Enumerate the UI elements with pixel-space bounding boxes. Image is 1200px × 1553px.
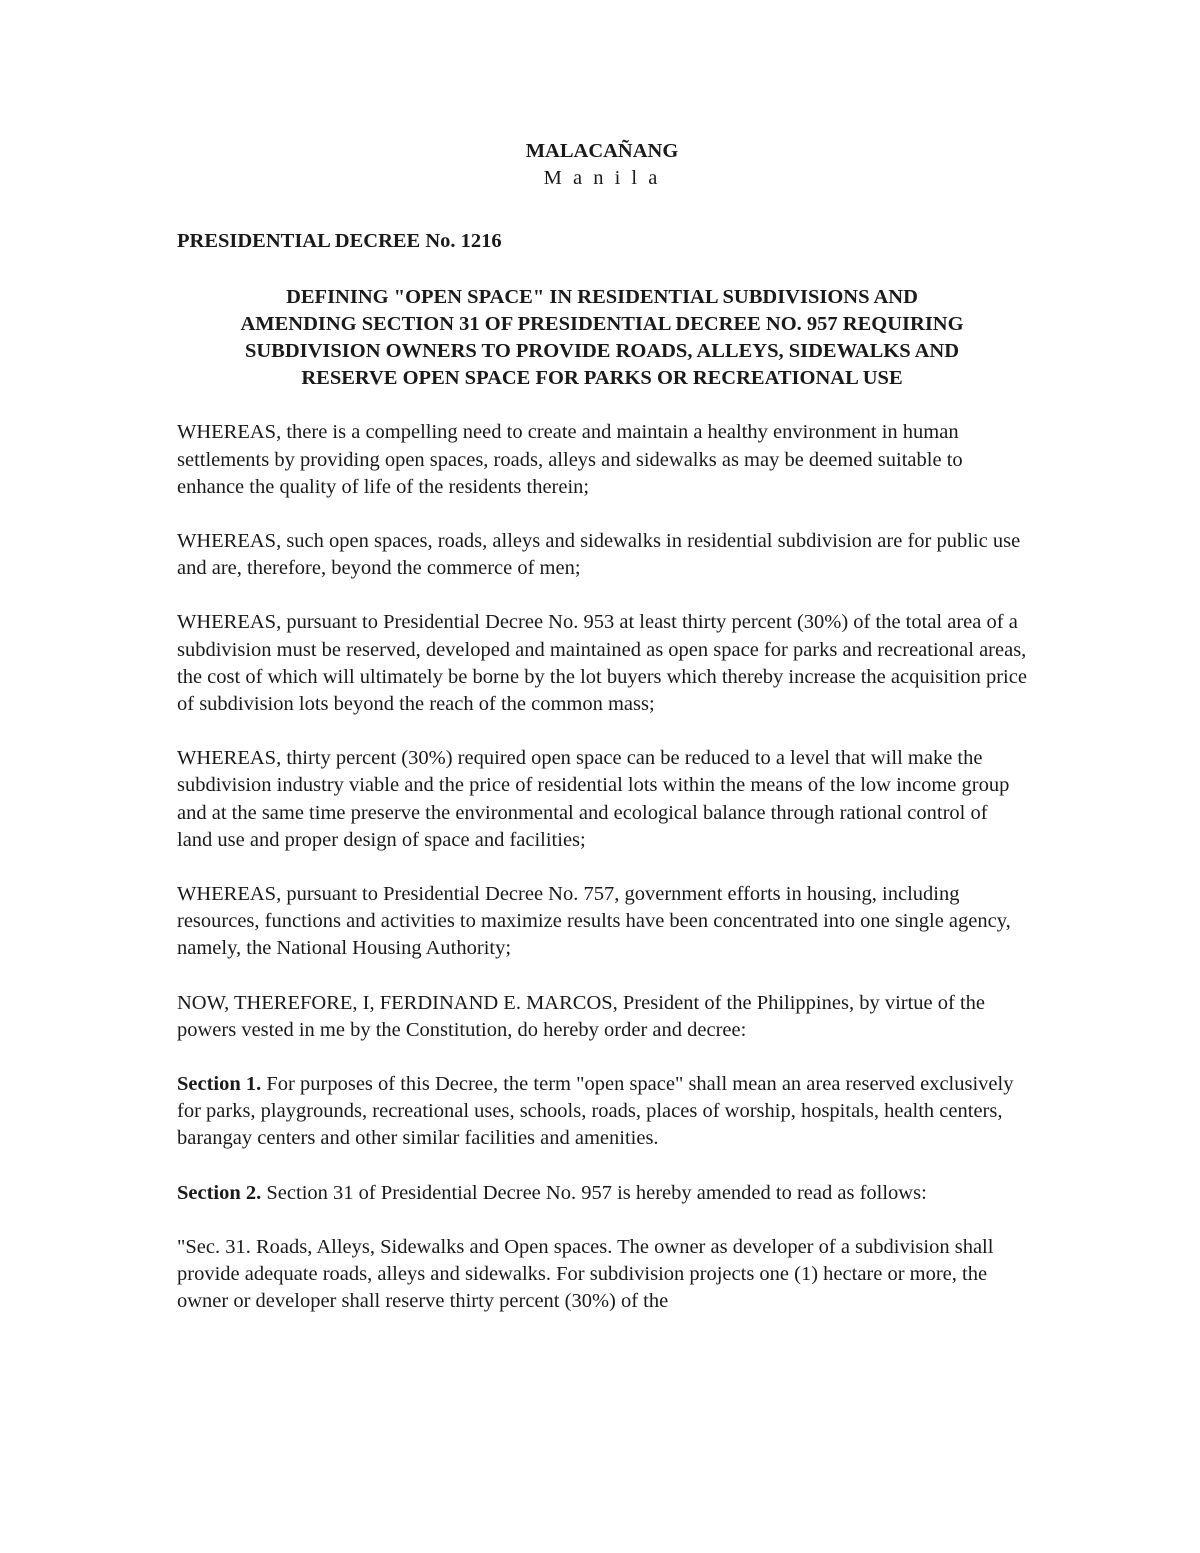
title-line: AMENDING SECTION 31 OF PRESIDENTIAL DECREE NO. 957 REQUIRING	[240, 312, 964, 335]
section-2	[177, 1180, 1027, 1207]
decree-number: PRESIDENTIAL DECREE No. 1216	[177, 230, 502, 253]
section-label: Section 1.	[177, 1073, 262, 1096]
title-line: DEFINING "OPEN SPACE" IN RESIDENTIAL SUBDIVISIONS AND	[286, 285, 918, 308]
whereas-clause: WHEREAS, thirty percent (30%) required open space can be reduced to a level that will make the subdivision industry viable and the price of residential lots within the means of the low income group and at the same time preserve the environmental and ecological balance through rational control of land use and proper design of space and facilities;	[177, 747, 1010, 851]
whereas-clause: WHEREAS, there is a compelling need to create and maintain a healthy environment in human settlements by providing open spaces, roads, alleys and sidewalks as may be deemed suitable to enhance the quality of life of the residents therein;	[177, 421, 963, 498]
whereas-clause: WHEREAS, such open spaces, roads, alleys and sidewalks in residential subdivision are for public use and are, therefore, beyond the commerce of men;	[177, 530, 1021, 580]
office-heading: MALACAÑANG	[525, 140, 679, 162]
section-text: For purposes of this Decree, the term "open space" shall mean an area reserved exclusively for parks, playgrounds, recreational uses, schools, roads, places of worship, hospitals, health centers, barangay centers and other similar facilities and amenities.	[177, 1073, 1014, 1150]
document-page	[177, 138, 1027, 1316]
section-1	[177, 1071, 1027, 1153]
whereas-clause: WHEREAS, pursuant to Presidential Decree No. 953 at least thirty percent (30%) of the total area of a subdivision must be reserved, developed and maintained as open space for parks and recreational areas, the cost of which will ultimately be borne by the lot buyers which thereby increase the acquisition price of subdivision lots beyond the reach of the common mass;	[177, 611, 1027, 716]
decree-title	[177, 284, 1027, 393]
now-therefore-clause: NOW, THEREFORE, I, FERDINAND E. MARCOS, President of the Philippines, by virtue of the powers vested in me by the Constitution, do hereby order and decree:	[177, 991, 986, 1041]
city-heading: M a n i l a	[543, 167, 661, 190]
title-line: SUBDIVISION OWNERS TO PROVIDE ROADS, ALLEYS, SIDEWALKS AND	[244, 340, 960, 363]
section-text: Section 31 of Presidential Decree No. 957 is hereby amended to read as follows:	[261, 1181, 927, 1204]
quoted-section-31: "Sec. 31. Roads, Alleys, Sidewalks and Open spaces. The owner as developer of a subdivision shall provide adequate roads, alleys and sidewalks. For subdivision projects one (1) hectare or more, the owner or developer shall reserve thirty percent (30%) of the	[177, 1235, 994, 1313]
whereas-clause: WHEREAS, pursuant to Presidential Decree No. 757, government efforts in housing, including resources, functions and activities to maximize results have been concentrated into one single agency, namely, the National Housing Authority;	[177, 883, 1011, 960]
title-line: RESERVE OPEN SPACE FOR PARKS OR RECREATIONAL USE	[301, 367, 903, 390]
section-label: Section 2.	[177, 1181, 262, 1204]
